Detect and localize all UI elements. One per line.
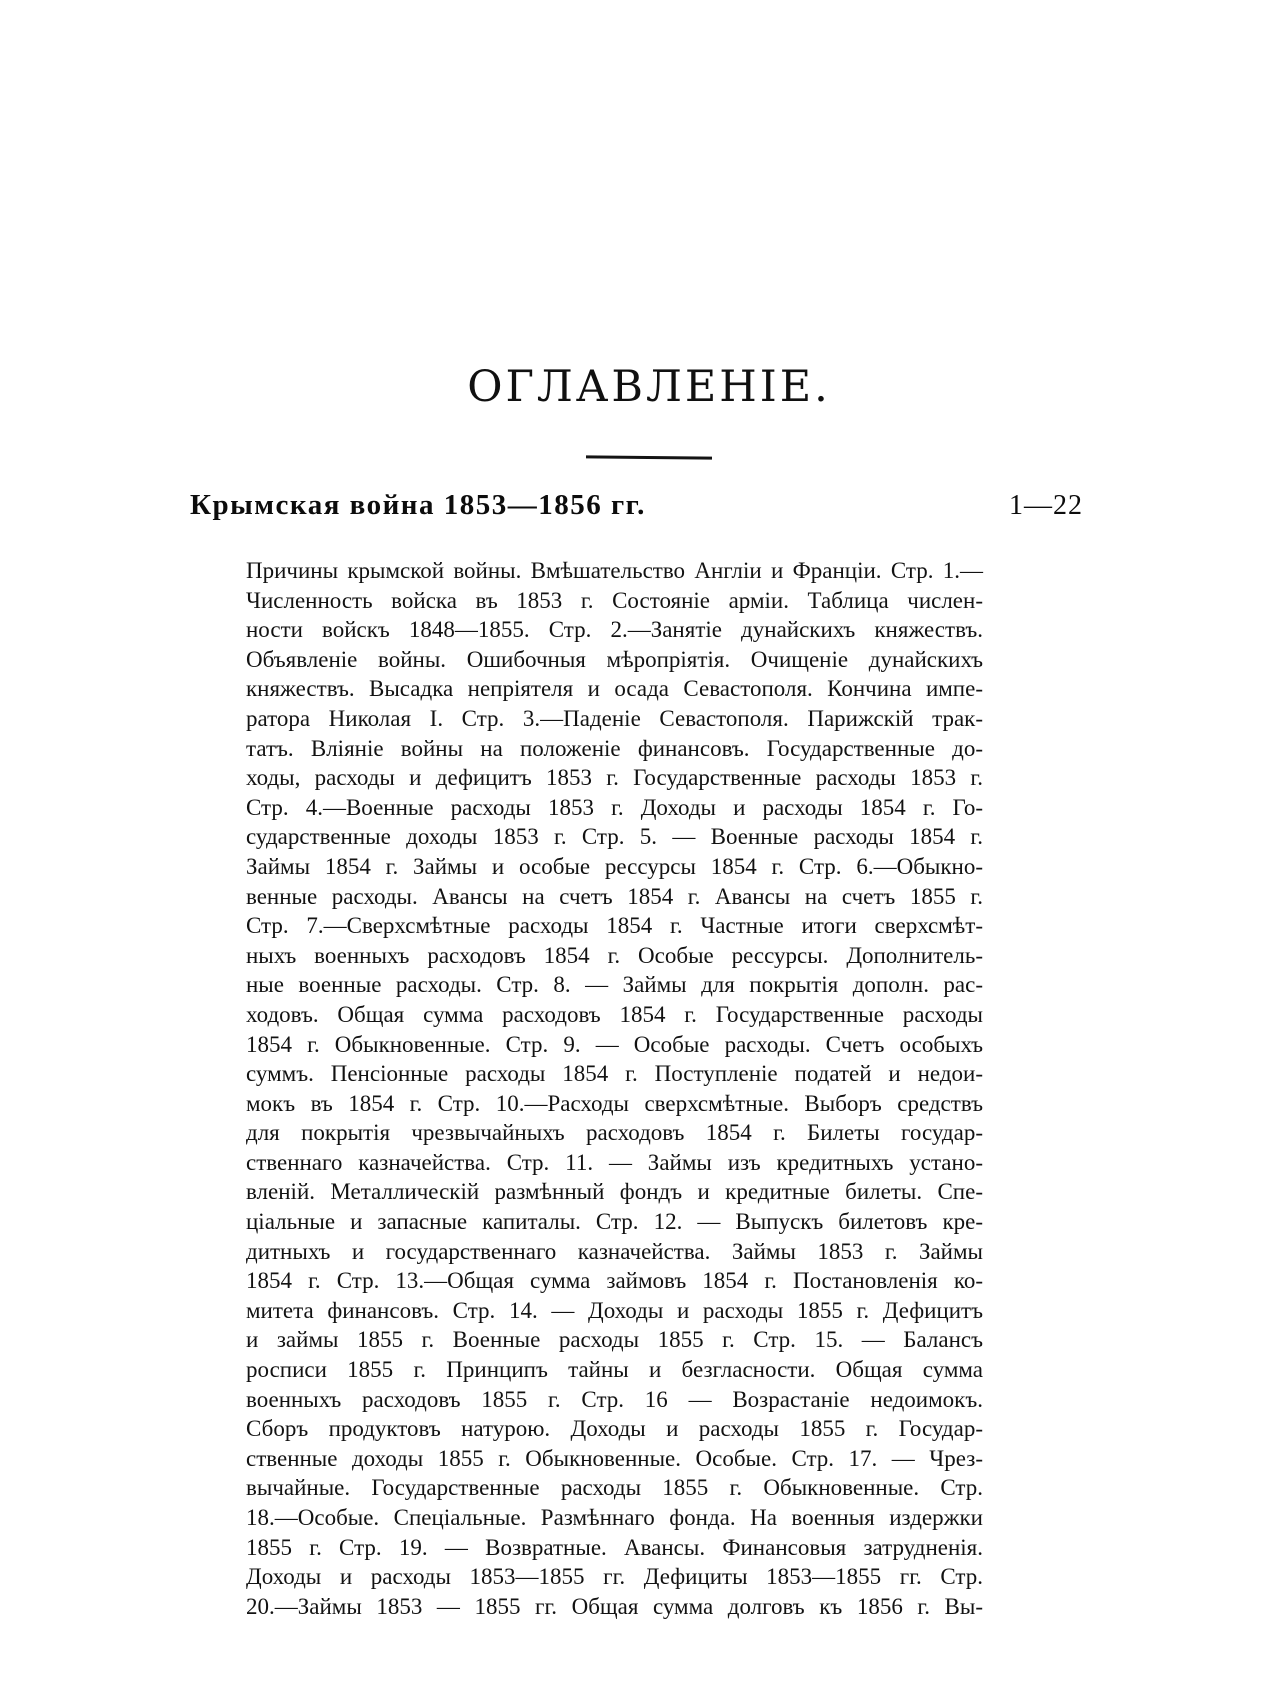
toc-description-line: и займы 1855 г. Военные расходы 1855 г. Стр. 15. — Балансъ xyxy=(246,1327,983,1353)
toc-description-line: Численность войска въ 1853 г. Состояніе арміи. Таблица числен- xyxy=(246,587,983,613)
toc-description-line: суммъ. Пенсіонные расходы 1854 г. Поступленіе податей и недои- xyxy=(246,1061,983,1087)
toc-description-line: вычайные. Государственные расходы 1855 г. Обыкновенные. Стр. xyxy=(246,1475,983,1501)
page-title: ОГЛАВЛЕНІЕ. xyxy=(467,362,831,412)
toc-description-line: Причины крымской войны. Вмѣшательство Англіи и Франціи. Стр. 1.— xyxy=(246,558,983,583)
toc-description-line: ныхъ военныхъ расходовъ 1854 г. Особые рессурсы. Дополнитель- xyxy=(246,942,983,968)
toc-description-line: сударственные доходы 1853 г. Стр. 5. — Военные расходы 1854 г. xyxy=(246,824,983,850)
toc-description-line: военныхъ расходовъ 1855 г. Стр. 16 — Возрастаніе недоимокъ. xyxy=(246,1386,983,1412)
toc-entry-row xyxy=(190,489,1083,522)
toc-entry-description xyxy=(246,556,983,1621)
toc-description-line: Объявленіе войны. Ошибочныя мѣропріятія. Очищеніе дунайскихъ xyxy=(246,646,983,672)
toc-description-line: Доходы и расходы 1853—1855 гг. Дефициты 1853—1855 гг. Стр. xyxy=(246,1564,983,1590)
toc-description-line: для покрытія чрезвычайныхъ расходовъ 1854 г. Билеты государ- xyxy=(246,1120,983,1146)
toc-entry-page-range: 1—22 xyxy=(1009,490,1083,521)
toc-description-line: ственные доходы 1855 г. Обыкновенные. Особые. Стр. 17. — Чрез- xyxy=(246,1445,983,1471)
toc-description-line: Стр. 4.—Военные расходы 1853 г. Доходы и расходы 1854 г. Го- xyxy=(246,794,983,820)
toc-description-line: дитныхъ и государственнаго казначейства. Займы 1853 г. Займы xyxy=(246,1238,983,1264)
toc-description-line: митета финансовъ. Стр. 14. — Доходы и расходы 1855 г. Дефицитъ xyxy=(246,1297,983,1323)
toc-description-line: ходы, расходы и дефицитъ 1853 г. Государственные расходы 1853 г. xyxy=(246,765,983,791)
toc-entry-title: Крымская война 1853—1856 гг. xyxy=(190,489,646,521)
toc-description-line: ціальные и запасные капиталы. Стр. 12. — Выпускъ билетовъ кре- xyxy=(246,1209,983,1235)
toc-description-line: Сборъ продуктовъ натурою. Доходы и расходы 1855 г. Государ- xyxy=(246,1416,983,1442)
toc-description-line: венные расходы. Авансы на счетъ 1854 г. Авансы на счетъ 1855 г. xyxy=(246,883,983,909)
toc-description-line: 18.—Особые. Спеціальные. Размѣннаго фонда. На военныя издержки xyxy=(246,1505,983,1530)
toc-description-line: княжествъ. Высадка непріятеля и осада Севастополя. Кончина импе- xyxy=(246,676,983,702)
toc-description-line: 20.—Займы 1853 — 1855 гг. Общая сумма долговъ къ 1856 г. Вы- xyxy=(246,1593,983,1619)
title-divider xyxy=(586,455,712,459)
toc-description-line: ратора Николая I. Стр. 3.—Паденіе Севастополя. Парижскій трак- xyxy=(246,705,983,731)
toc-description-line: ности войскъ 1848—1855. Стр. 2.—Занятіе дунайскихъ княжествъ. xyxy=(246,617,983,643)
toc-description-line: Стр. 7.—Сверхсмѣтные расходы 1854 г. Частные итоги сверхсмѣт- xyxy=(246,913,983,939)
toc-description-line: ственнаго казначейства. Стр. 11. — Займы изъ кредитныхъ устано- xyxy=(246,1149,983,1175)
toc-description-line: Займы 1854 г. Займы и особые рессурсы 1854 г. Стр. 6.—Обыкно- xyxy=(246,853,983,879)
toc-description-line: 1854 г. Обыкновенные. Стр. 9. — Особые расходы. Счетъ особыхъ xyxy=(246,1031,983,1057)
toc-description-line: 1855 г. Стр. 19. — Возвратные. Авансы. Финансовыя затрудненія. xyxy=(246,1534,983,1560)
toc-description-line: вленій. Металлическій размѣнный фондъ и кредитные билеты. Спе- xyxy=(246,1179,983,1205)
toc-description-line: мокъ въ 1854 г. Стр. 10.—Расходы сверхсмѣтные. Выборъ средствъ xyxy=(246,1090,983,1116)
toc-description-line: росписи 1855 г. Принципъ тайны и безгласности. Общая сумма xyxy=(246,1357,983,1383)
toc-description-line: ходовъ. Общая сумма расходовъ 1854 г. Государственные расходы xyxy=(246,1001,983,1027)
toc-description-line: татъ. Вліяніе войны на положеніе финансовъ. Государственные до- xyxy=(246,735,983,761)
toc-description-line: ные военные расходы. Стр. 8. — Займы для покрытія дополн. рас- xyxy=(246,972,983,998)
toc-description-line: 1854 г. Стр. 13.—Общая сумма займовъ 1854 г. Постановленія ко- xyxy=(246,1268,983,1294)
